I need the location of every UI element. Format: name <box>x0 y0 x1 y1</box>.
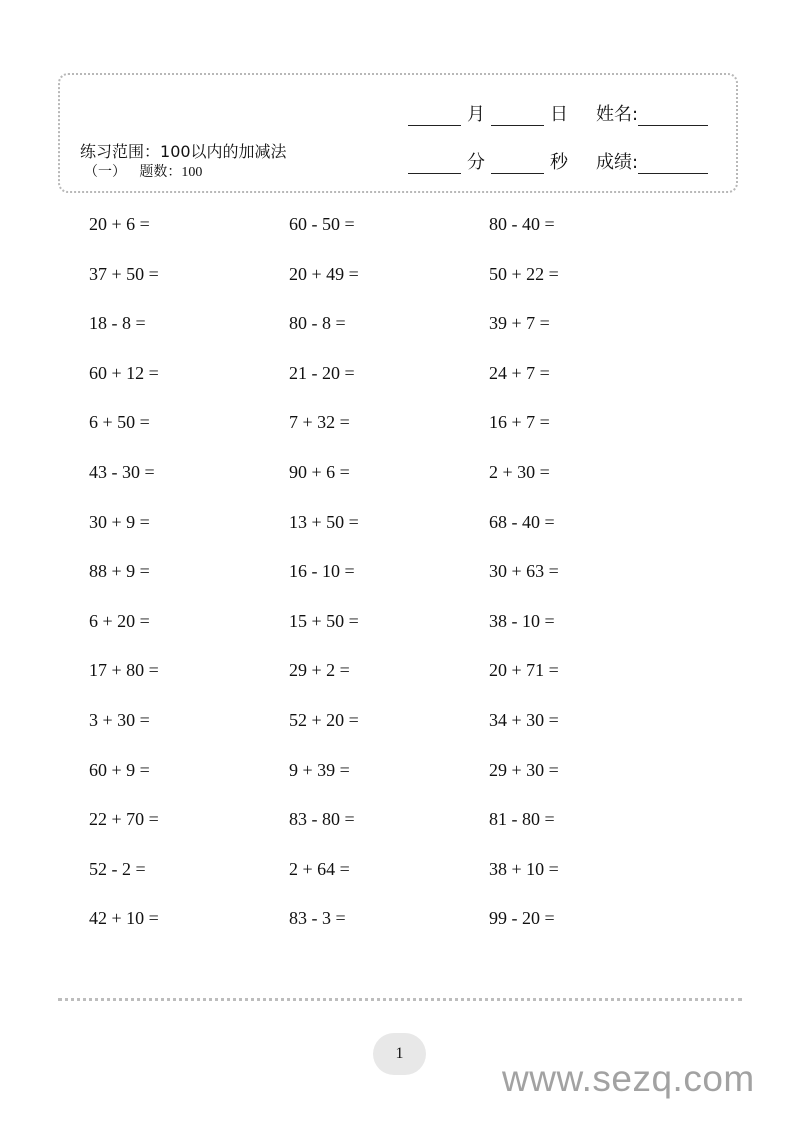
problem: 60 + 12 = <box>89 362 159 383</box>
problem: 2 + 30 = <box>489 461 550 482</box>
problem: 52 - 2 = <box>89 858 146 879</box>
problem: 29 + 2 = <box>289 660 350 681</box>
problem-row <box>89 360 689 410</box>
problem-row <box>89 905 689 955</box>
name-label: 姓名: <box>596 104 639 125</box>
problem: 38 - 10 = <box>489 610 555 631</box>
problem: 80 - 8 = <box>289 313 346 334</box>
problem: 38 + 10 = <box>489 858 559 879</box>
problem: 68 - 40 = <box>489 511 555 532</box>
name-blank[interactable] <box>638 107 708 126</box>
score-label: 成绩: <box>596 152 639 173</box>
problem: 3 + 30 = <box>89 709 150 730</box>
day-label: 日 <box>550 104 568 125</box>
problem-row <box>89 757 689 807</box>
second-label: 秒 <box>550 152 568 173</box>
problem: 9 + 39 = <box>289 759 350 780</box>
problem: 39 + 7 = <box>489 313 550 334</box>
page-number: 1 <box>373 1033 426 1075</box>
problem: 42 + 10 = <box>89 908 159 929</box>
problem: 17 + 80 = <box>89 660 159 681</box>
problem: 83 - 80 = <box>289 809 355 830</box>
problem: 50 + 22 = <box>489 263 559 284</box>
problem: 20 + 71 = <box>489 660 559 681</box>
problem: 22 + 70 = <box>89 809 159 830</box>
worksheet-info <box>80 142 287 183</box>
minute-label: 分 <box>467 152 485 173</box>
problem: 90 + 6 = <box>289 461 350 482</box>
problem-row <box>89 806 689 856</box>
problem-row <box>89 459 689 509</box>
problem-row <box>89 707 689 757</box>
problem: 15 + 50 = <box>289 610 359 631</box>
problem: 52 + 20 = <box>289 709 359 730</box>
problem-row <box>89 310 689 360</box>
count-value: 100 <box>181 165 203 180</box>
range-line <box>80 142 287 162</box>
range-value: 100以内的加减法 <box>160 142 287 161</box>
problem: 29 + 30 = <box>489 759 559 780</box>
problem-row <box>89 509 689 559</box>
problem-row <box>89 856 689 906</box>
problem: 37 + 50 = <box>89 263 159 284</box>
problem: 20 + 49 = <box>289 263 359 284</box>
month-blank[interactable] <box>408 107 461 126</box>
problem: 43 - 30 = <box>89 461 155 482</box>
problem: 2 + 64 = <box>289 858 350 879</box>
problem-row <box>89 558 689 608</box>
problem-row <box>89 657 689 707</box>
date-name-row <box>408 100 708 126</box>
problem: 30 + 9 = <box>89 511 150 532</box>
problem-row <box>89 409 689 459</box>
watermark: www.sezq.com <box>502 1058 755 1099</box>
problem: 60 - 50 = <box>289 214 355 234</box>
minute-blank[interactable] <box>408 155 461 174</box>
problem: 81 - 80 = <box>489 809 555 830</box>
problem: 80 - 40 = <box>489 214 555 234</box>
problem: 6 + 50 = <box>89 412 150 433</box>
problem: 13 + 50 = <box>289 511 359 532</box>
problem-row <box>89 261 689 311</box>
problem: 24 + 7 = <box>489 362 550 383</box>
problem: 16 - 10 = <box>289 561 355 582</box>
month-label: 月 <box>467 104 485 125</box>
problem: 34 + 30 = <box>489 709 559 730</box>
problem: 83 - 3 = <box>289 908 346 929</box>
problem: 6 + 20 = <box>89 610 150 631</box>
problem: 7 + 32 = <box>289 412 350 433</box>
count-line <box>80 162 287 183</box>
footer-divider <box>58 998 742 1001</box>
problem: 88 + 9 = <box>89 561 150 582</box>
problem: 30 + 63 = <box>489 561 559 582</box>
second-blank[interactable] <box>491 155 544 174</box>
problem: 16 + 7 = <box>489 412 550 433</box>
time-score-row <box>408 148 708 174</box>
range-label: 练习范围： <box>80 142 161 161</box>
problem: 18 - 8 = <box>89 313 146 334</box>
count-label: 题数： <box>139 164 182 180</box>
problem-grid <box>89 211 689 955</box>
problem: 21 - 20 = <box>289 362 355 383</box>
problem: 99 - 20 = <box>489 908 555 929</box>
problem-row <box>89 608 689 658</box>
day-blank[interactable] <box>491 107 544 126</box>
score-blank[interactable] <box>638 155 708 174</box>
problem: 20 + 6 = <box>89 214 150 234</box>
problem-row <box>89 211 689 261</box>
series-label: （一） <box>84 164 126 180</box>
problem: 60 + 9 = <box>89 759 150 780</box>
